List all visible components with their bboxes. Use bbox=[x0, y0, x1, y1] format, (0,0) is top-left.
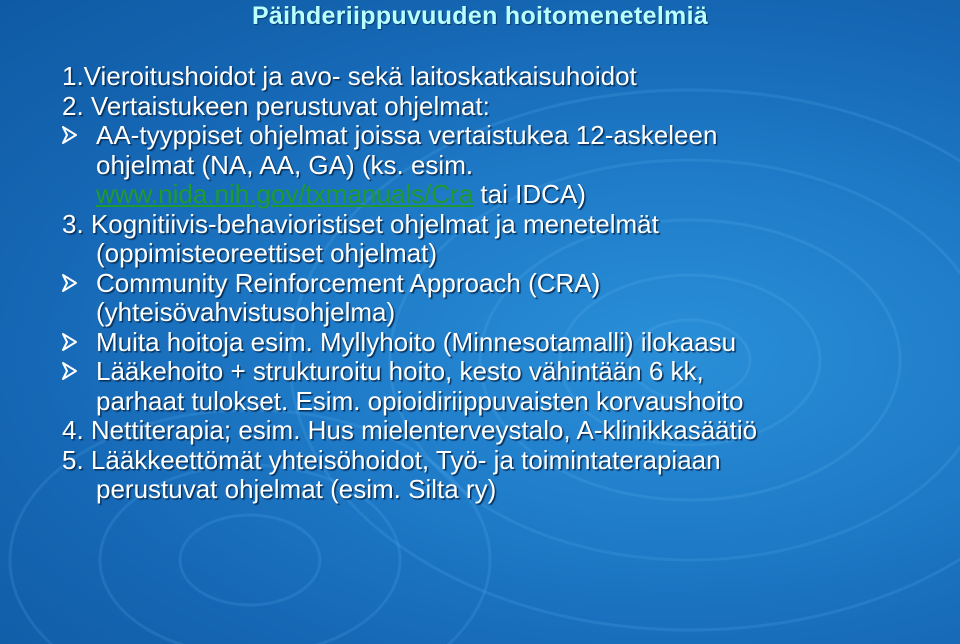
list-item: 4. Nettiterapia; esim. Hus mielenterveystalo, A-klinikkasäätiö bbox=[62, 415, 758, 445]
bullet-item bbox=[62, 328, 942, 358]
list-item: 3. Kognitiivis-behavioristiset ohjelmat ja menetelmät bbox=[62, 208, 659, 239]
bullet-continuation: parhaat tulokset. Esim. opioidiriippuvaisten korvaushoito bbox=[96, 385, 744, 416]
bullet-item bbox=[62, 357, 942, 387]
slide-title: Päihderiippuvuuden hoitomenetelmiä bbox=[251, 2, 709, 30]
list-item: 5. Lääkkeettömät yhteisöhoidot, Työ- ja toimintaterapiaan bbox=[62, 444, 721, 475]
bullet-text: Lääkehoito + strukturoitu hoito, kesto vähintään 6 kk, bbox=[96, 356, 704, 386]
list-item-continuation: (oppimisteoreettiset ohjelmat) bbox=[96, 238, 438, 268]
bullet-continuation: ohjelmat (NA, AA, GA) (ks. esim. bbox=[96, 149, 474, 180]
bullet-text: Muita hoitoja esim. Myllyhoito (Minnesotamalli) ilokaasu bbox=[96, 326, 737, 357]
list-item-continuation: perustuvat ohjelmat (esim. Silta ry) bbox=[96, 474, 497, 504]
bullet-continuation: (yhteisövahvistusohjelma) bbox=[96, 297, 396, 327]
chevron-arrow-icon bbox=[60, 359, 80, 383]
bullet-item bbox=[62, 269, 942, 299]
nida-link[interactable]: www.nida.nih.gov/txmanuals/Cra bbox=[96, 179, 474, 209]
bullet-item bbox=[62, 121, 942, 151]
bullet-continuation bbox=[62, 180, 942, 210]
list-item: 1.Vieroitushoidot ja avo- sekä laitoskatkaisuhoidot bbox=[62, 61, 637, 91]
slide-body bbox=[62, 62, 942, 505]
bullet-text: AA-tyyppiset ohjelmat joissa vertaistukea 12-askeleen bbox=[96, 120, 718, 150]
bullet-text: Community Reinforcement Approach (CRA) bbox=[96, 267, 601, 298]
chevron-arrow-icon bbox=[60, 330, 80, 354]
link-suffix: tai IDCA) bbox=[480, 179, 586, 209]
list-item: 2. Vertaistukeen perustuvat ohjelmat: bbox=[62, 90, 490, 121]
chevron-arrow-icon bbox=[60, 123, 80, 147]
chevron-arrow-icon bbox=[60, 271, 80, 295]
